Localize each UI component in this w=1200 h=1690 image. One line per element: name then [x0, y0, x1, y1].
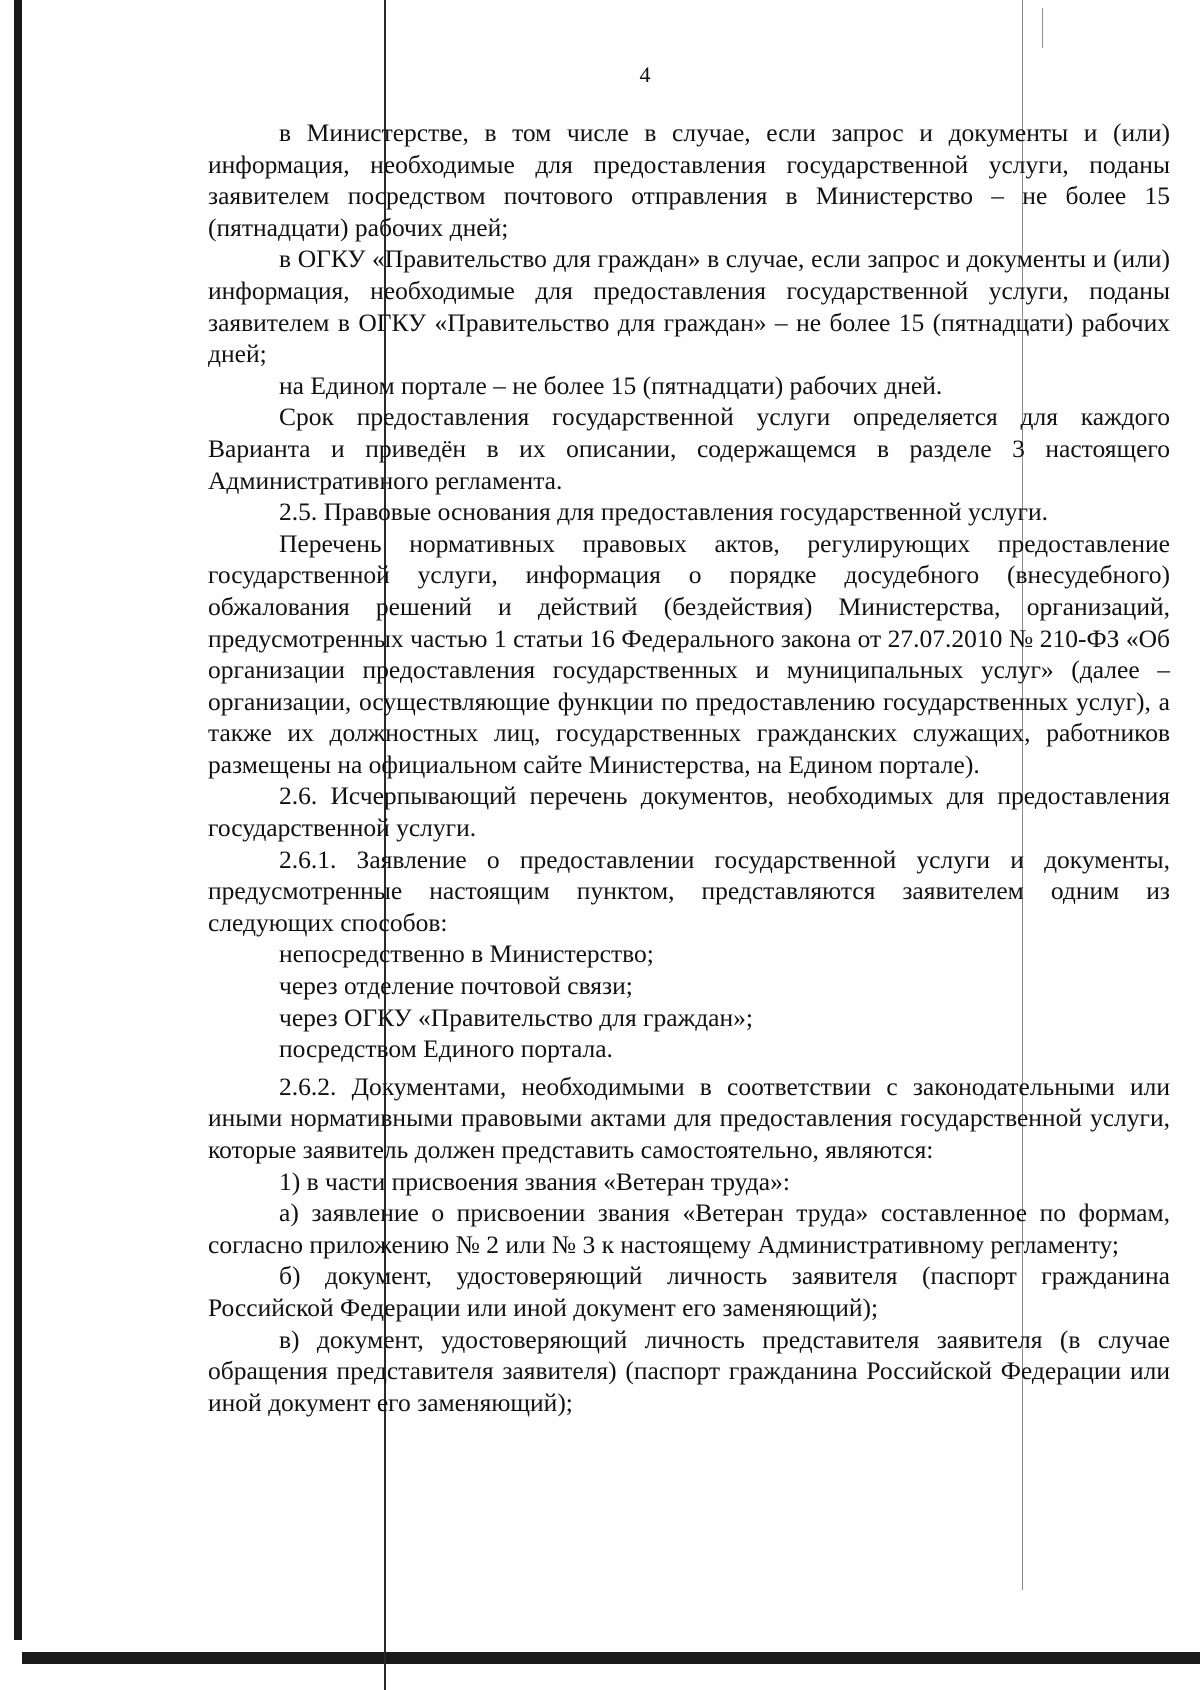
list-item: через ОГКУ «Правительство для граждан»; [279, 1002, 753, 1032]
list-item: непосредственно в Министерство; [279, 939, 654, 969]
paragraph: на Едином портале – не более 15 (пятнадцати) рабочих дней. [279, 370, 943, 400]
paragraph: Перечень нормативных правовых актов, регулирующих предоставление государственной услуги, информация о порядке досудебного (внесудебного) обжалования решений и действий (бездействия) Министерства, организаций, предусмотренных частью 1 статьи 16 Федерального закона от 27.07.2010 № 210-ФЗ «Об организации предоставления государственных и муниципальных услуг» (далее – организации, осуществляющие функции по предоставлению государственных услуг), а также их должностных лиц, государственных гражданских служащих, работников размещены на официальном сайте Министерства, на Едином портале). [208, 528, 1170, 779]
scan-edge-bottom [22, 1652, 1200, 1664]
list-item: а) заявление о присвоении звания «Ветеран труда» составленное по формам, согласно приложению № 2 или № 3 к настоящему Административному регламенту; [208, 1198, 1170, 1259]
section-heading: 2.5. Правовые основания для предоставления государственной услуги. [279, 497, 1049, 527]
list-item: 1) в части присвоения звания «Ветеран труда»: [279, 1166, 790, 1196]
section-heading: 2.6. Исчерпывающий перечень документов, необходимых для предоставления государственной услуги. [208, 781, 1170, 843]
list-item: б) документ, удостоверяющий личность заявителя (паспорт гражданина Российской Федерации или иной документ его заменяющий); [208, 1261, 1170, 1322]
paragraph: 2.6.1. Заявление о предоставлении государственной услуги и документы, предусмотренные настоящим пунктом, представляются заявителем одним из следующих способов: [208, 844, 1170, 937]
document-body [208, 117, 1170, 1418]
list-item: посредством Единого портала. [279, 1034, 613, 1064]
paragraph: 2.6.2. Документами, необходимыми в соответствии с законодательными или иными нормативными правовыми актами для предоставления государственной услуги, которые заявитель должен представить самостоятельно, являются: [208, 1071, 1170, 1164]
paragraph: в Министерстве, в том числе в случае, если запрос и документы и (или) информация, необходимые для предоставления государственной услуги, поданы заявителем посредством почтового отправления в Министерство – не более 15 (пятнадцати) рабочих дней; [208, 118, 1170, 242]
paragraph: Срок предоставления государственной услуги определяется для каждого Варианта и приведён в их описании, содержащемся в разделе 3 настоящего Административного регламента. [208, 402, 1170, 495]
list-item: через отделение почтовой связи; [279, 971, 633, 1001]
page-number: 4 [639, 62, 651, 87]
paragraph: в ОГКУ «Правительство для граждан» в случае, если запрос и документы и (или) информация, необходимые для предоставления государственной услуги, поданы заявителем в ОГКУ «Правительство для граждан» – не более 15 (пятнадцати) рабочих дней; [208, 244, 1170, 369]
list-item: в) документ, удостоверяющий личность представителя заявителя (в случае обращения представителя заявителя) (паспорт гражданина Российской Федерации или иной документ его заменяющий); [208, 1324, 1170, 1417]
scan-edge-left [14, 0, 22, 1640]
scan-fold-line [1042, 8, 1043, 48]
